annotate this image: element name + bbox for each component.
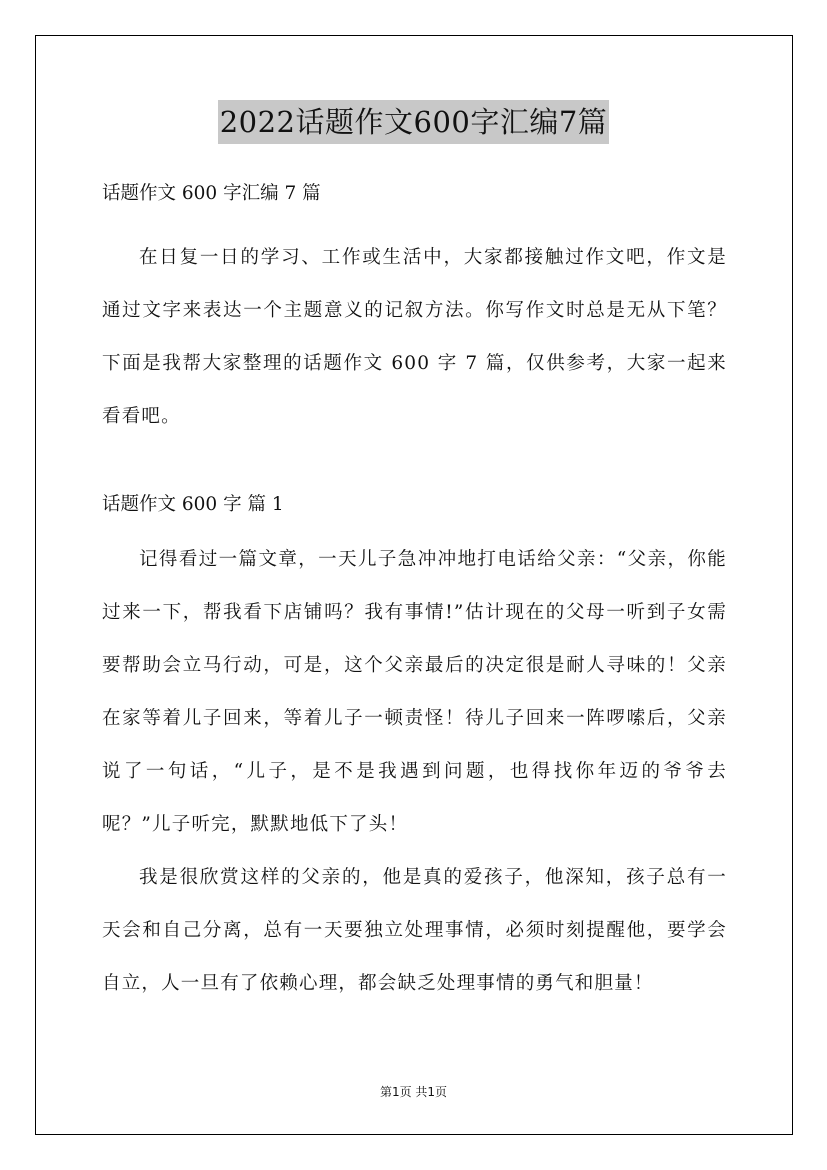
document-title: 2022话题作文600字汇编7篇 (218, 100, 610, 144)
page-footer: 第1页 共1页 (379, 1085, 448, 1099)
intro-paragraph: 在日复一日的学习、工作或生活中，大家都接触过作文吧，作文是通过文字来表达一个主题意义的记叙方法。你写作文时总是无从下笔？下面是我帮大家整理的话题作文 600 字 7 篇，仅供参考，大家一起来看看吧。 (102, 247, 727, 427)
document-subtitle: 话题作文 600 字汇编 7 篇 (102, 183, 321, 204)
section-paragraph-2: 我是很欣赏这样的父亲的，他是真的爱孩子，他深知，孩子总有一天会和自己分离，总有一天要独立处理事情，必须时刻提醒他，要学会自立，人一旦有了依赖心理，都会缺乏处理事情的勇气和胆量！ (102, 867, 727, 994)
document-body (102, 172, 727, 1010)
section-gap (102, 443, 727, 483)
title-container (0, 100, 827, 144)
section-paragraph-1: 记得看过一篇文章，一天儿子急冲冲地打电话给父亲：“父亲，你能过来一下，帮我看下店铺吗？我有事情!”估计现在的父母一听到子女需要帮助会立马行动，可是，这个父亲最后的决定很是耐人寻味的！父亲在家等着儿子回来，等着儿子一顿责怪！待儿子回来一阵啰嗦后，父亲说了一句话，“儿子，是不是我遇到问题，也得找你年迈的爷爷去呢？”儿子听完，默默地低下了头！ (102, 549, 727, 835)
section-heading: 话题作文 600 字 篇 1 (102, 494, 284, 515)
